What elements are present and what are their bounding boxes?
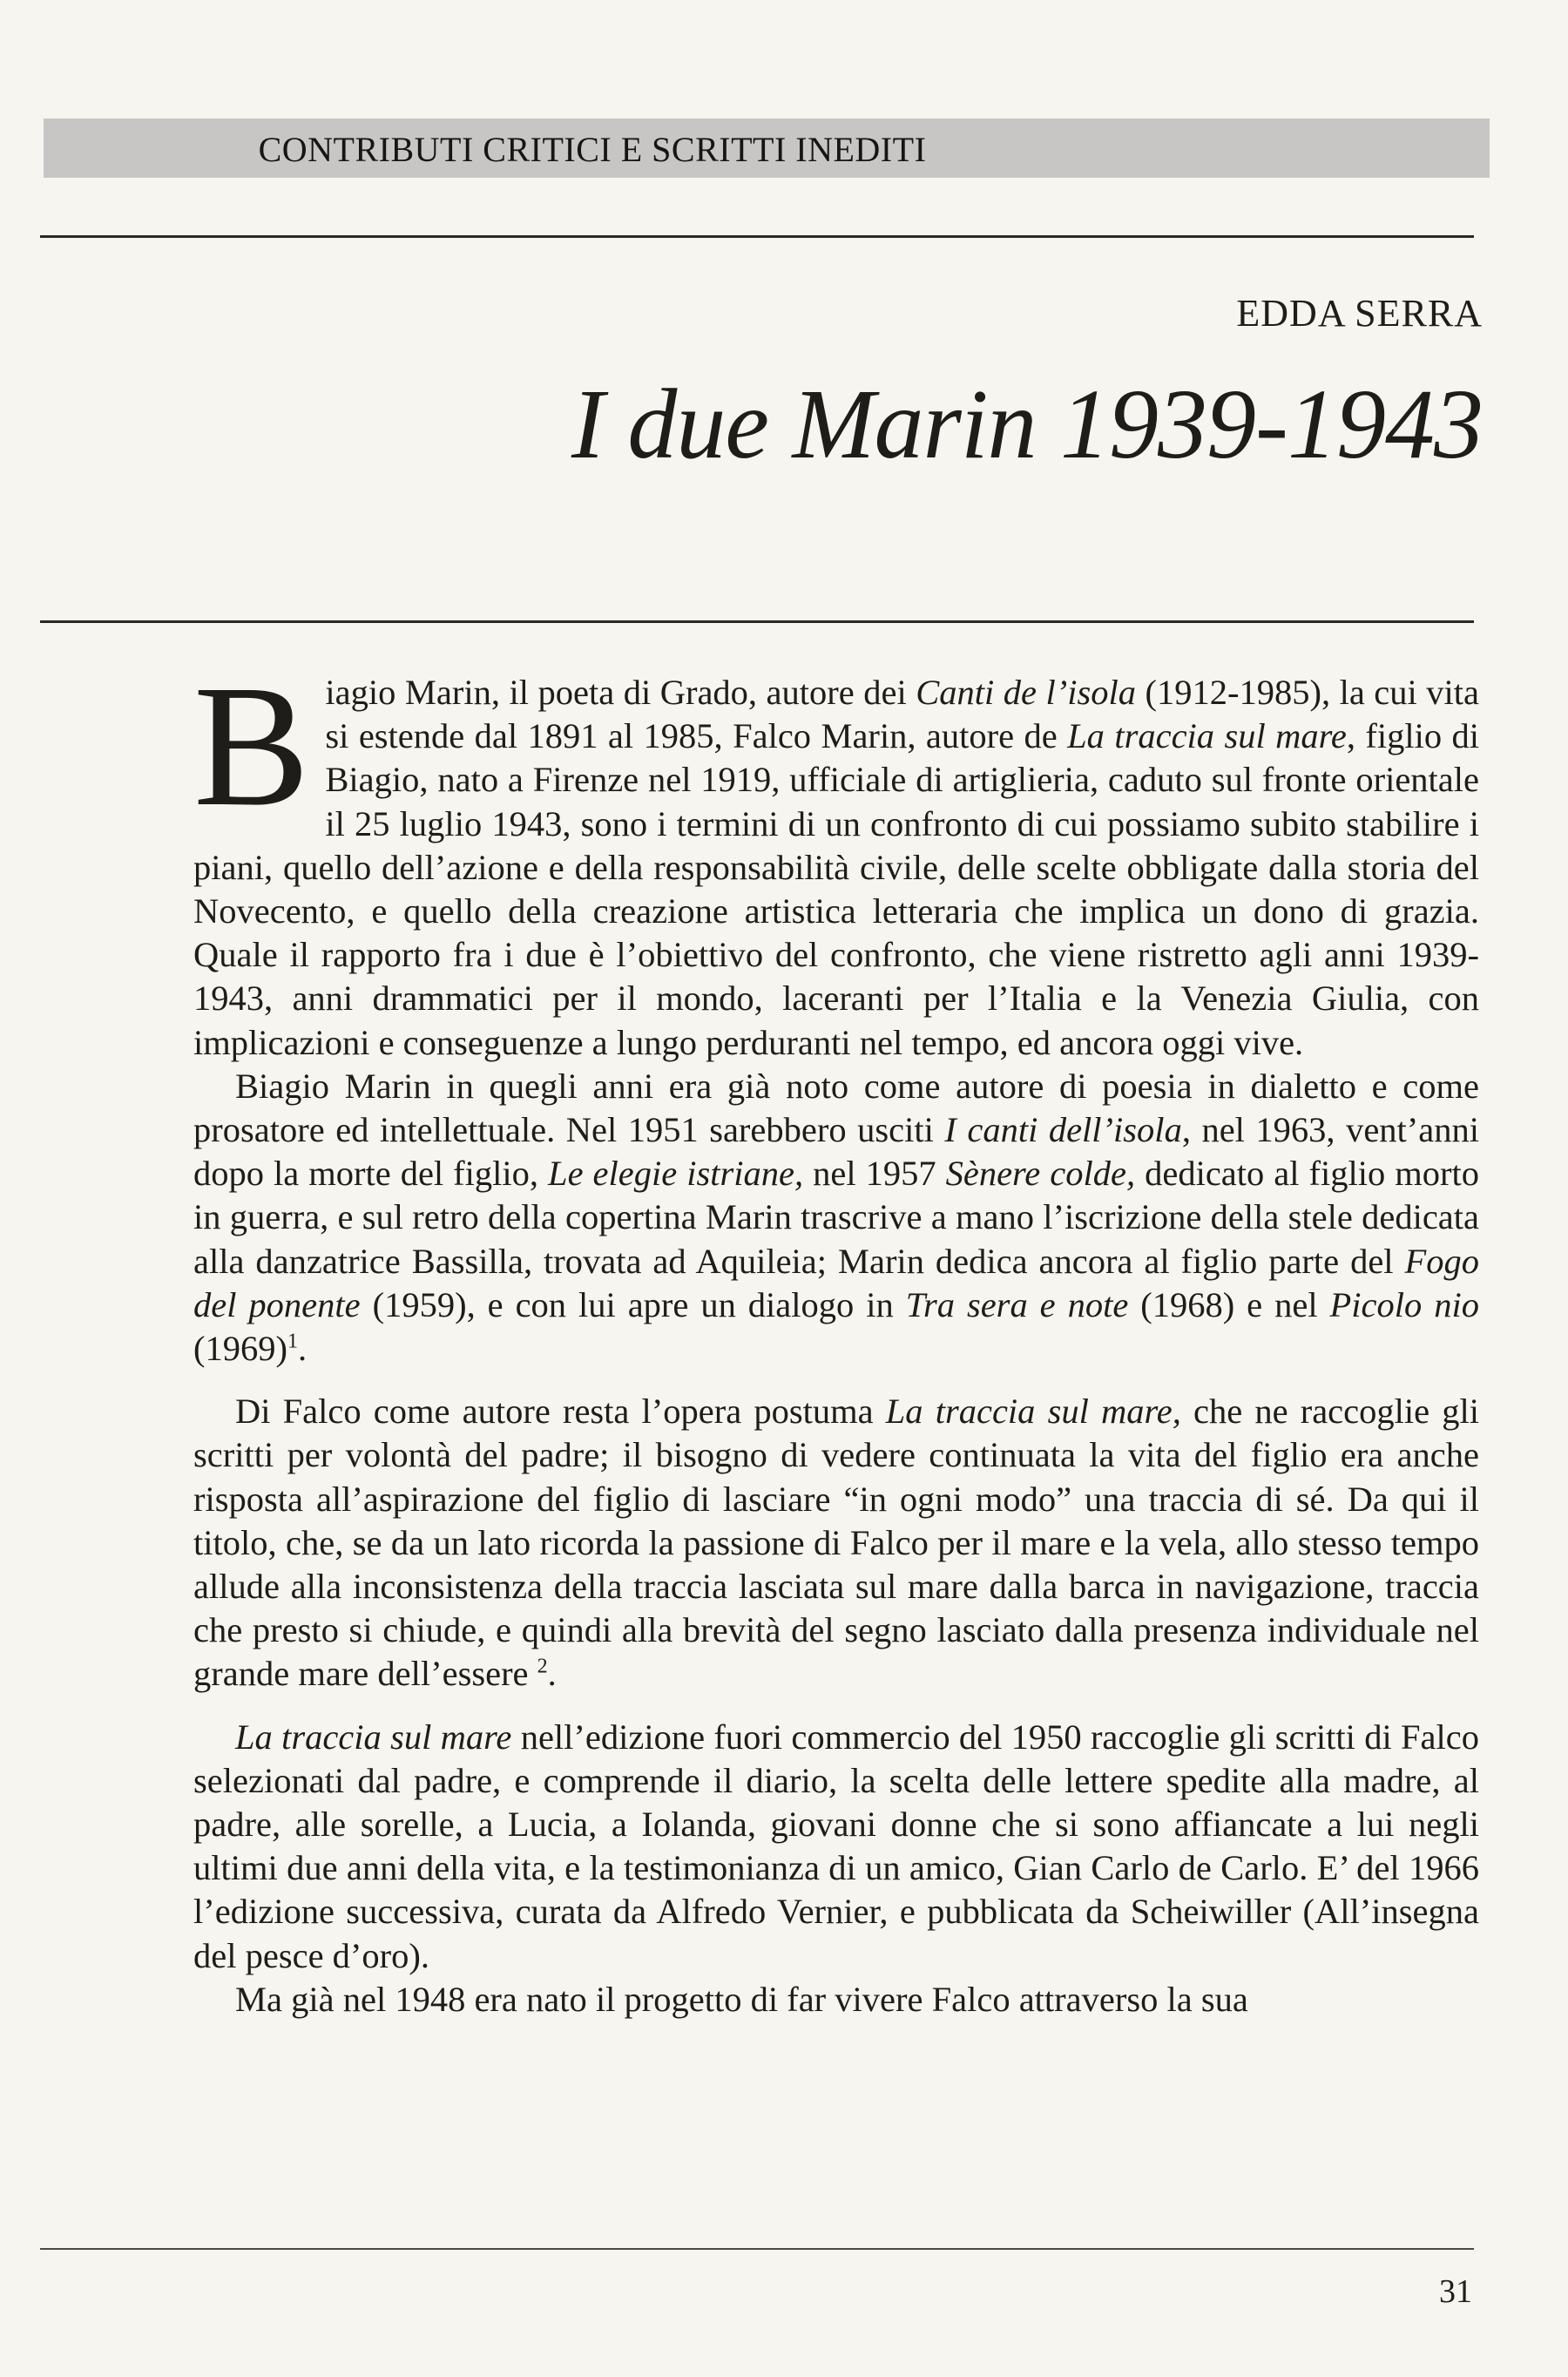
article-author: EDDA SERRA (1236, 292, 1483, 335)
italic-title: La traccia sul mare, (885, 1392, 1181, 1432)
footnote-ref: 2 (537, 1655, 548, 1678)
text-run: Ma già nel 1948 era nato il progetto di far vivere Falco attraverso la sua (235, 1979, 1248, 2019)
text-run: , nel 1963, vent’anni dopo la morte del figlio, (193, 1110, 1480, 1194)
text-run: nel 1957 (803, 1154, 946, 1194)
section-title: CONTRIBUTI CRITICI E SCRITTI INEDITI (258, 130, 927, 169)
article-title: I due Marin 1939-1943 (571, 369, 1483, 479)
text-run: nell’edizione fuori commercio del 1950 raccoglie gli scritti di Falco selezionati dal padre, e comprende il diario, la scelta delle lettere spedite alla madre, al padre, alle sorelle, a Lucia, a Iolanda, giovani donne che si sono affiancate a lui negli ultimi due anni della vita, e la testimonianza di un amico, Gian Carlo de Carlo. E’ del 1966 l’edizione successiva, curata da Alfredo Vernier, e pubblicata da Scheiwiller (All’insegna del pesce d’oro). (193, 1717, 1479, 1975)
text-run: Di Falco come autore resta l’opera postuma (235, 1392, 886, 1432)
paragraph-3 (193, 1390, 1479, 1696)
italic-title: La traccia sul mare (1067, 716, 1347, 756)
article-body (193, 650, 1480, 2021)
top-rule (40, 235, 1474, 238)
text-run: (1968) e nel (1128, 1284, 1330, 1324)
paragraph-1 (193, 650, 1480, 1065)
paragraph-5 (193, 1978, 1479, 2021)
text-run: , figlio di Biagio, nato a Firenze nel 1919, ufficiale di artiglieria, caduto sul fronte orientale il 25 luglio 1943, sono i termini di un confronto di cui possiamo subito stabilire i piani, quello dell’azione e della responsabilità civile, delle scelte obbligate dalla storia del Novecento, e quello della creazione artistica letteraria che implica un dono di grazia. Quale il rapporto fra i due è l’obiettivo del confronto, che viene ristretto agli anni 1939-1943, anni drammatici per il mondo, laceranti per l’Italia e la Venezia Giulia, con implicazioni e conseguenze a lungo perduranti nel tempo, ed ancora oggi vive. (193, 716, 1480, 1062)
text-run: che ne raccoglie gli scritti per volontà del padre; il bisogno di vedere continuata la vita del figlio era anche risposta all’aspirazione del figlio di lasciare “in ogni modo” una traccia di sé. Da qui il titolo, che, se da un lato ricorda la passione di Falco per il mare e la vela, allo stesso tempo allude alla inconsistenza della traccia lasciata sul mare dalla barca in navigazione, traccia che presto si chiude, e quindi alla brevità del segno lasciato dalla presenza individuale nel grande mare dell’essere (193, 1392, 1480, 1694)
drop-cap: B (193, 650, 310, 843)
footnote-ref: 1 (287, 1330, 298, 1353)
text-run: (1912-1985), la cui vita si estende dal 1891 al 1985, Falco Marin, autore de (325, 673, 1480, 756)
title-rule (40, 620, 1474, 623)
italic-title: Picolo nio (1329, 1284, 1479, 1324)
italic-title: Sènere colde, (945, 1154, 1136, 1194)
paragraph-2 (193, 1065, 1479, 1371)
paragraph-4 (193, 1716, 1479, 1978)
footer-rule (40, 2248, 1474, 2250)
text-run: iagio Marin, il poeta di Grado, autore dei (325, 673, 916, 712)
italic-title: Canti de l’isola (916, 673, 1136, 712)
italic-title: Tra sera e note (905, 1284, 1129, 1324)
page-number: 31 (1439, 2273, 1472, 2310)
text-run: dedicato al figlio morto in guerra, e sul retro della copertina Marin trascrive a mano l’iscrizione della stele dedicata alla danzatrice Bassilla, trovata ad Aquileia; Marin dedica ancora al figlio parte del (193, 1154, 1479, 1281)
italic-title: Fogo del ponente (193, 1241, 1479, 1324)
text-run: (1959), e con lui apre un dialogo in (360, 1284, 906, 1324)
text-run: . (547, 1654, 557, 1694)
text-run: (1969) (193, 1329, 287, 1369)
italic-title: La traccia sul mare (235, 1717, 512, 1757)
text-run: Biagio Marin in quegli anni era già noto come autore di poesia in dialetto e come prosatore ed intellettuale. Nel 1951 sarebbero usciti (193, 1066, 1479, 1150)
italic-title: Le elegie istriane, (548, 1154, 804, 1194)
paragraph-1-text (193, 650, 1480, 1062)
text-run: . (297, 1329, 308, 1369)
italic-title: I canti dell’isola (944, 1110, 1182, 1150)
